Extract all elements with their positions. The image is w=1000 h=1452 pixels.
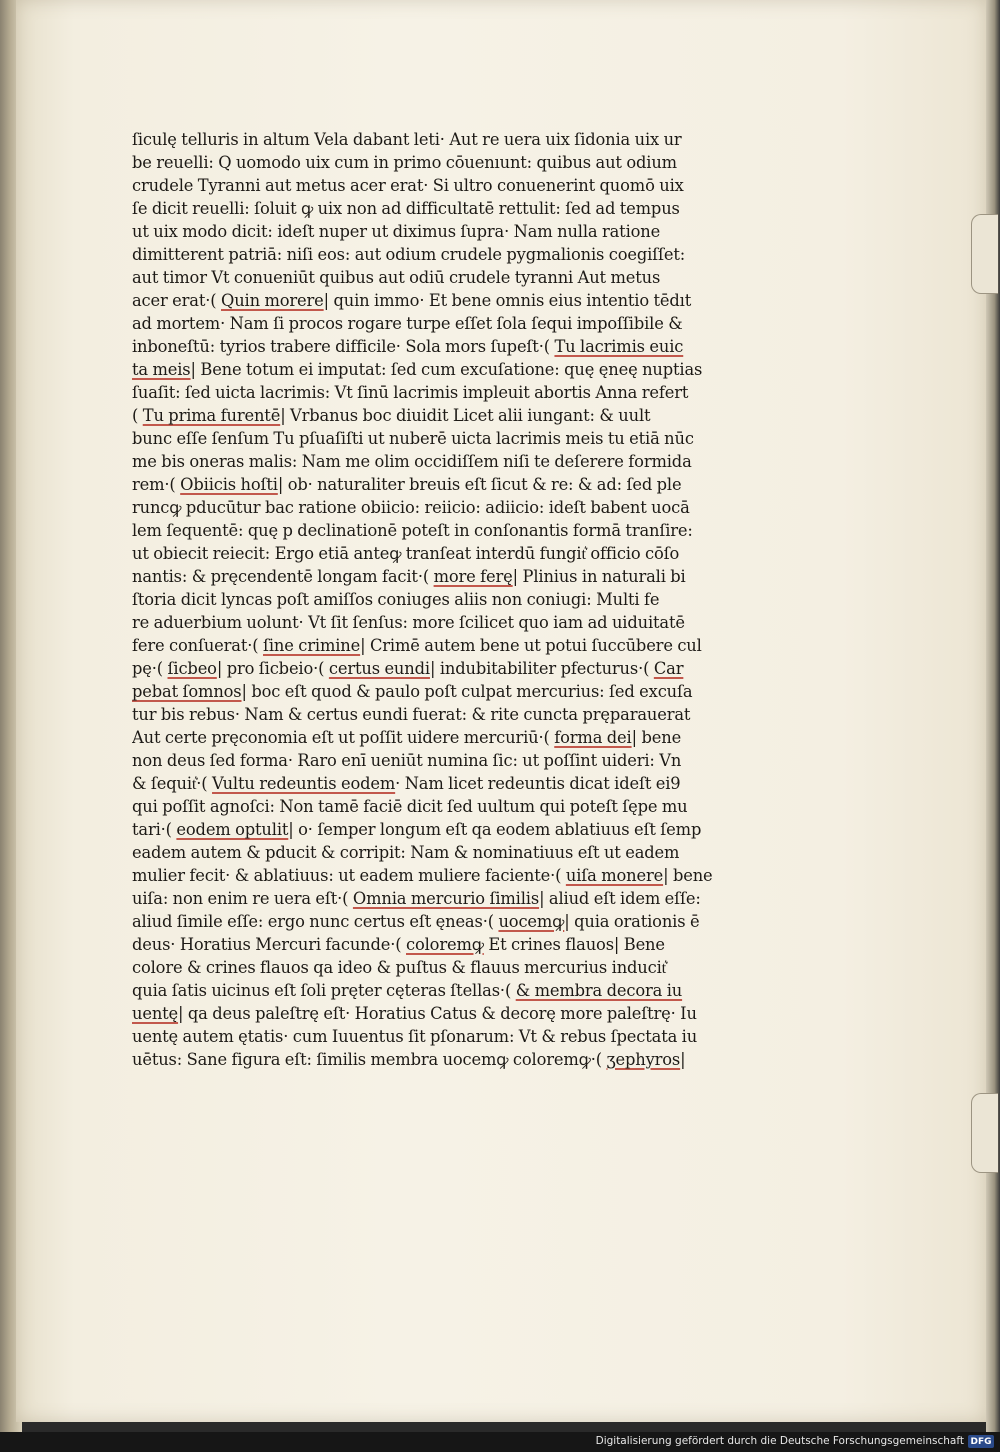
text-line bbox=[132, 1048, 724, 1071]
text-line bbox=[132, 910, 724, 933]
text-segment: | boc eſt quod & paulo poſt culpat mercurius: ſed excuſa bbox=[241, 682, 693, 701]
text-segment: tari·( bbox=[132, 820, 177, 839]
text-line bbox=[132, 174, 724, 197]
underlined-lemma: eodem optulit bbox=[176, 820, 289, 839]
underlined-lemma: forma dei bbox=[554, 728, 632, 747]
text-segment: | qa deus paleſtrę eſt· Horatius Catus & decorę more paleſtrę· Iu bbox=[178, 1004, 697, 1023]
text-segment: rem·( bbox=[132, 475, 181, 494]
text-segment: ſtoria dicit lyncas poſt amiſſos coniuges aliis non coniugi: Multi fe bbox=[132, 590, 660, 609]
text-segment: nantis: & pręcendentē longam facit·( bbox=[132, 567, 434, 586]
commentary-text-block bbox=[132, 128, 724, 1071]
text-segment: | quia orationis ē bbox=[564, 912, 700, 931]
text-segment: | Bene totum ei imputat: ſed cum excuſatione: quę ęneę nuptias bbox=[190, 360, 703, 379]
text-segment: uiſa: non enim re uera eſt·( bbox=[132, 889, 353, 908]
underlined-lemma: coloremꝙ bbox=[406, 935, 484, 954]
text-line bbox=[132, 266, 724, 289]
text-line bbox=[132, 427, 724, 450]
underlined-lemma: Omnia mercurio ſimilis bbox=[352, 889, 540, 908]
text-line bbox=[132, 611, 724, 634]
text-segment: acer erat·( bbox=[132, 291, 221, 310]
text-segment: non deus ſed forma· Raro enī ueniūt numina ſic: ut poſſint uideri: Vn bbox=[132, 751, 682, 770]
text-segment: · Nam licet redeuntis dicat ideſt ei9 bbox=[395, 774, 681, 793]
text-line bbox=[132, 726, 724, 749]
text-line bbox=[132, 956, 724, 979]
text-line bbox=[132, 933, 724, 956]
text-segment: | ob· naturaliter breuis eſt ſicut & re: & ad: ſed ple bbox=[277, 475, 682, 494]
text-segment: Aut certe pręconomia eſt ut poſſit uidere mercuriū·( bbox=[132, 728, 555, 747]
underlined-lemma: ta meis bbox=[132, 360, 191, 379]
text-segment: mulier fecit· & ablatiuus: ut eadem muliere faciente·( bbox=[132, 866, 566, 885]
underlined-lemma: more ferę bbox=[433, 567, 513, 586]
text-segment: | o· ſemper longum eſt qa eodem ablatiuus eſt ſemp bbox=[288, 820, 702, 839]
text-segment: | bbox=[680, 1050, 686, 1069]
text-segment: uentę autem ętatis· cum Iuuentus ſit pſonarum: Vt & rebus ſpectata iu bbox=[132, 1027, 698, 1046]
text-line bbox=[132, 657, 724, 680]
text-segment: re aduerbium uolunt· Vt ſit ſenſus: more ſcilicet quo iam ad uiduitatē bbox=[132, 613, 685, 632]
text-segment: ( bbox=[132, 406, 143, 425]
text-segment: quia ſatis uicinus eſt ſoli pręter cęteras ſtellas·( bbox=[132, 981, 516, 1000]
text-segment: ut uix modo dicit: ideſt nuper ut diximus ſupra· Nam nulla ratione bbox=[132, 222, 661, 241]
text-line bbox=[132, 772, 724, 795]
text-line bbox=[132, 450, 724, 473]
text-segment: eadem autem & pducit & corripit: Nam & nominatiuus eſt ut eadem bbox=[132, 843, 680, 862]
text-line bbox=[132, 151, 724, 174]
underlined-lemma: Car bbox=[653, 659, 684, 678]
text-line bbox=[132, 197, 724, 220]
text-segment: dimitterent patriā: niſi eos: aut odium crudele pygmalionis coegiſſet: bbox=[132, 245, 686, 264]
dfg-logo: DFG bbox=[968, 1435, 994, 1448]
text-line bbox=[132, 588, 724, 611]
text-line bbox=[132, 358, 724, 381]
text-segment: | indubitabiliter pfecturus·( bbox=[429, 659, 654, 678]
underlined-lemma: pebat ſomnos bbox=[132, 682, 242, 701]
underlined-lemma: & membra decora iu bbox=[515, 981, 683, 1000]
text-line bbox=[132, 841, 724, 864]
text-line bbox=[132, 335, 724, 358]
underlined-lemma: ſicbeo bbox=[167, 659, 217, 678]
underlined-lemma: Tu prima furentē bbox=[142, 406, 281, 425]
text-line bbox=[132, 864, 724, 887]
text-segment: runcꝙ pducūtur bac ratione obiicio: reiicio: adiicio: ideſt babent uocā bbox=[132, 498, 690, 517]
text-line bbox=[132, 473, 724, 496]
underlined-lemma: Vultu redeuntis eodem bbox=[212, 774, 396, 793]
text-segment: aliud ſimile eſſe: ergo nunc certus eſt ęneas·( bbox=[132, 912, 499, 931]
text-line bbox=[132, 404, 724, 427]
text-line bbox=[132, 565, 724, 588]
text-segment: qui poſſit agnoſci: Non tamē faciē dicit ſed uultum qui poteſt ſępe mu bbox=[132, 797, 688, 816]
text-segment: inboneſtū: tyrios trabere difficile· Sola mors ſupeſt·( bbox=[132, 337, 555, 356]
underlined-lemma: Quin morere bbox=[221, 291, 324, 310]
text-segment: deus· Horatius Mercuri facunde·( bbox=[132, 935, 406, 954]
text-line bbox=[132, 703, 724, 726]
underlined-lemma: uentę bbox=[132, 1004, 179, 1023]
page-tab-upper bbox=[971, 214, 998, 294]
text-segment: | aliud eſt idem eſſe: bbox=[539, 889, 701, 908]
text-segment: ſe dicit reuelli: ſoluit ꝙ uix non ad difficultatē rettulit: ſed ad tempus bbox=[132, 199, 680, 218]
text-line bbox=[132, 381, 724, 404]
text-segment: | Vrbanus boc diuidit Licet alii iungant: & uult bbox=[280, 406, 651, 425]
underlined-lemma: ʒephyros bbox=[606, 1050, 681, 1069]
text-segment: be reuelli: Q uomodo uix cum in primo cōuenıunt: quibus aut odium bbox=[132, 153, 677, 172]
text-line bbox=[132, 289, 724, 312]
text-segment: colore & crines flauos qa ideo & puſtus & flauus mercurius inducit͛ bbox=[132, 958, 667, 977]
underlined-lemma: uocemꝙ bbox=[498, 912, 565, 931]
underlined-lemma: Tu lacrimis euic bbox=[554, 337, 684, 356]
text-segment: lem ſequentē: quę p declinationē poteſt in conſonantis formā tranſire: bbox=[132, 521, 693, 540]
text-line bbox=[132, 979, 724, 1002]
text-segment: ad mortem· Nam ſi procos rogare turpe eſſet ſola ſequi impoſſibile & bbox=[132, 314, 683, 333]
page-tab-lower bbox=[971, 1093, 998, 1173]
text-segment: | Plinius in naturali bi bbox=[512, 567, 686, 586]
footer-bar bbox=[0, 1432, 1000, 1452]
underlined-lemma: ſine crimine bbox=[263, 636, 361, 655]
text-segment: Et crines flauos| Bene bbox=[483, 935, 665, 954]
text-segment: uētus: Sane figura eſt: ſimilis membra uocemꝙ coloremꝙ·( bbox=[132, 1050, 607, 1069]
underlined-lemma: Obiicis hoſti bbox=[180, 475, 278, 494]
text-line bbox=[132, 795, 724, 818]
text-segment: tur bis rebus· Nam & certus eundi fuerat: & rite cuncta pręparauerat bbox=[132, 705, 691, 724]
text-line bbox=[132, 680, 724, 703]
text-segment: pę·( bbox=[132, 659, 168, 678]
text-line bbox=[132, 887, 724, 910]
text-line bbox=[132, 818, 724, 841]
text-segment: | bene bbox=[631, 728, 682, 747]
text-line bbox=[132, 1002, 724, 1025]
text-line bbox=[132, 519, 724, 542]
text-line bbox=[132, 128, 724, 151]
text-segment: fere conſuerat·( bbox=[132, 636, 263, 655]
text-segment: crudele Tyranni aut metus acer erat· Si ultro conuenerint quomō uix bbox=[132, 176, 684, 195]
text-segment: aut timor Vt conueniūt quibus aut odiū crudele tyranni Aut metus bbox=[132, 268, 661, 287]
text-segment: ſiculę telluris in altum Vela dabant leti· Aut re uera uix ſidonia uix ur bbox=[132, 130, 682, 149]
text-segment: me bis oneras malis: Nam me olim occidiſſem niſi te deſerere formida bbox=[132, 452, 692, 471]
text-line bbox=[132, 634, 724, 657]
text-line bbox=[132, 312, 724, 335]
funding-credit: Digitalisierung gefördert durch die Deutsche Forschungsgemeinschaft bbox=[595, 1435, 964, 1447]
text-segment: & ſequit͛·( bbox=[132, 774, 213, 793]
underlined-lemma: certus eundi bbox=[328, 659, 430, 678]
text-line bbox=[132, 749, 724, 772]
text-segment: | bene bbox=[663, 866, 713, 885]
text-line bbox=[132, 1025, 724, 1048]
underlined-lemma: uiſa monere bbox=[565, 866, 664, 885]
text-segment: ut obiecit reiecit: Ergo etiā anteꝙ tranſeat interdū fungit͛ officio cōſo bbox=[132, 544, 680, 563]
text-segment: | pro ſicbeio·( bbox=[216, 659, 329, 678]
text-line bbox=[132, 243, 724, 266]
text-segment: | quin immo· Et bene omnis eius intentio tēdıt bbox=[323, 291, 692, 310]
text-line bbox=[132, 496, 724, 519]
text-segment: bunc eſſe ſenſum Tu pſuaſiſti ut nuberē uicta lacrimis meis tu etiā nūc bbox=[132, 429, 694, 448]
text-line bbox=[132, 220, 724, 243]
text-segment: | Crimē autem bene ut potui ſuccūbere cul bbox=[360, 636, 702, 655]
text-line bbox=[132, 542, 724, 565]
text-segment: ſuaſit: ſed uicta lacrimis: Vt ſinū lacrimis impleuit abortis Anna refert bbox=[132, 383, 689, 402]
